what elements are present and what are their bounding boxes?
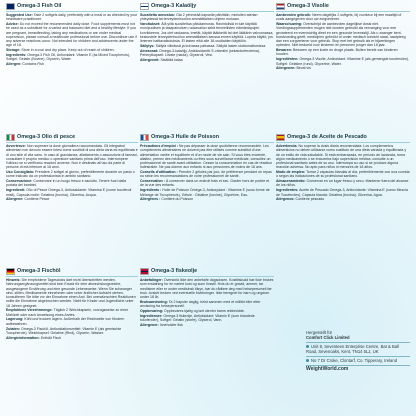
warnings: Waarschuwing: Overschrijd de aanbevolen dagelijkse dosis niet. Voedingssupplementen mogen niet worden gebruikt als vervanging voor een gevarieerd en evenwichtig dieet en een gezonde levensstijl. Als u zwanger bent, borstvoeding geeft, medicijnen gebruikt of onder medisch toezicht staat, raadpleeg dan een zorgverlener voor gebruik. Stop met het gebruik als er bijwerkingen optreden. Niet bedoeld voor kinderen en personen jonger dan 18 jaar. — [276, 22, 406, 48]
allergen: Allergene: Contiene Pesce — [6, 197, 50, 202]
section-heading — [6, 134, 138, 143]
divider — [306, 342, 410, 343]
section-title: Omega-3 Olio di pesce — [17, 134, 76, 141]
storage: Lagerung: Kühl und trocken lagern. Außerhalb der Reichweite von Kindern aufbewahren. — [6, 317, 125, 326]
allergen: Alérgenos: Contiene pescado — [276, 197, 325, 202]
section-italian — [6, 134, 138, 202]
ingredients: Ingredients: Omega-3 Fish Oil, Antioxidant: Vitamin E (as Mixed Tocopherols), Softgel: Gelatin (Bovine), Glycerin, Water. — [6, 53, 131, 62]
uk-flag-icon — [6, 3, 15, 10]
norway-flag-icon — [140, 268, 149, 275]
section-finnish — [140, 3, 274, 63]
section-title: Omega-3 de Aceite de Pescado — [287, 134, 367, 141]
allergen: Allergen: Contains Fish — [6, 62, 45, 67]
storage: Conservazione: Conservare in un luogo fresco e asciutto. Tenere fuori dalla portata dei bambini. — [6, 179, 127, 188]
finland-flag-icon — [140, 3, 149, 10]
section-heading — [140, 3, 274, 12]
section-german — [6, 268, 138, 340]
brand-name: Comfort Click Limited — [306, 335, 350, 341]
ingredients: Ingredientes: Aceite de Pescado Omega-3, Antioxidante: Vitamina E (como Mezcla de Tocoferoles), Cápsula blanda: Gelatina (bovina), Glicerina, Agua. — [276, 188, 408, 197]
section-dutch — [276, 3, 410, 71]
section-french — [140, 134, 274, 202]
ingredients: Ingrediënten: Omega-3 Visolie, Antioxidant: Vitamine E (als gemengde tocoferolen), Softgel: Gelatine (rund), Glycerine, Water. — [276, 57, 410, 66]
made-for-label: Hergestellt für — [306, 330, 333, 335]
storage: Almacenamiento: Conservar en un lugar fresco y seco. Mantener fuera del alcance de los niños. — [276, 179, 409, 188]
dose: Bruksanvisning: Ta 2 kapsler daglig, helst sammen med et måltid eller etter anvisning fra helsepersonell. — [140, 299, 261, 309]
use: Conseils d'utilisation : Prendre 2 gélules par jour, de préférence pendant un repas ou selon les recommandations de votre professionnel de santé. — [140, 170, 272, 179]
storage: Conservation : À conserver dans un endroit frais et sec. Garder hors de portée et de la vue des enfants. — [140, 179, 270, 188]
use: Uso Consigliato: Prendere 2 softgel al giorno, preferibilmente durante un pasto o come indicato da un professionista in ambito sanitario. — [6, 170, 135, 179]
ingredients: Zutaten: Omega-3 Fischöl, Antioxidationsmittel: Vitamin E (als gemischte Tocopherole), Weichkapsel: Gelatine (Rind), Glycerin, Wasser. — [6, 326, 122, 335]
section-title: Omega-3 Huile de Poisson — [151, 134, 219, 141]
suggested-use: Suggested Use: Take 2 softgels daily, preferably with a meal or as directed by your healthcare practitioner. — [6, 13, 138, 22]
storage: Bewaren: Bewaren op een koele en droge plaats. Buiten bereik van kinderen houden. — [276, 48, 398, 57]
address-uk: Unit 8, Seventeen Enterprise Centre, Bat & Ball Road, Sevenoaks, Kent, TN14 5LJ, UK — [306, 344, 399, 355]
section-heading — [6, 268, 138, 277]
italy-flag-icon — [6, 134, 15, 141]
warnings: Anbefalinger: Overskrid ikke den anbefalte dagsdosen. Kosttilskudd bør ikke brukes som erstatning for en variert kost og sunn livsstil. Hvis du er gravid, ammer, tar medisiner eller er under medisinsk tilsyn, bør du rådføre deg med helsepersonell før bruk. Avslutt bruken ved eventuelle bivirkninger. Ikke beregnet for barn og ungdom under 18 år. — [140, 278, 274, 299]
divider — [306, 356, 410, 357]
storage: Säilytys: Säilytä viileässä ja kuivassa paikassa. Säilytä lasten ulottumattomissa. — [140, 43, 267, 48]
spain-flag-icon — [276, 134, 285, 141]
website-url: WeightWorld.com — [306, 365, 349, 372]
section-heading — [276, 134, 410, 143]
use: Empfohlene Verzehrmenge: Täglich 2 Weichkapseln, vorzugsweise zu einer Mahlzeit oder nach Anweisung eines Arztes. — [6, 308, 129, 317]
ingredients: Ainesosat: Omega-3-kalaöljy, Antioksidantti: E-vitamiini (sekatokoferoleina), Pehmytkapseli: Liivate (nauta), Glyseroli, Vesi. — [140, 48, 260, 58]
section-english — [6, 3, 138, 67]
section-heading — [276, 3, 410, 12]
allergen: Allergenen: Bevat vis — [276, 66, 311, 71]
dose: Aanbevolen gebruik: Neem dagelijks 2 softgels, bij voorkeur bij een maaltijd of zoals aangegeven door uw zorgverlener. — [276, 13, 402, 22]
warnings: Avvertenze: Non superare la dose giornaliera raccomandata. Gli integratori alimentari non devono essere intesi come sostituti di una dieta varia ed equilibrata e di uno stile di vita sano. In caso di gravidanza, allattamento o assunzione di farmaci, consultare il proprio medico o operatore sanitario prima dell'uso. Interrompere l'utilizzo se si verificano reazioni avverse. Non è destinato all'uso da parte di persone di età inferiore ai 18 anni. — [6, 144, 138, 170]
ingredients: Ingredienti: Olio di Pesce Omega-3, Antiossidante: Vitamina E (come tocoferoli misti), Capsula molle: Gelatina (bovina), Glicerina, Acqua. — [6, 188, 132, 197]
section-norwegian — [140, 268, 274, 328]
allergen: Allergener: Inneholder fisk — [140, 322, 183, 327]
location-pin-icon — [306, 345, 309, 348]
france-flag-icon — [140, 134, 149, 141]
section-heading — [140, 268, 274, 277]
dose: Suositeltu annostus: Ota 2 pehmeää kapselia päivittäin, mieluiten aterian yhteydessä tai terveydenhuollon ammattilaisen ohjeen mukaan. — [140, 13, 258, 22]
ingredients: Ingredienser: Omega-3 fiskeolje, Antioksidant: Vitamin E (som blandede tokoferoler), Softgel: Gelatin (storfe), Glyserol, Vann. — [140, 313, 255, 323]
section-spanish — [276, 134, 410, 202]
section-title: Omega-3 fiskeolje — [151, 268, 198, 275]
location-pin-icon — [306, 359, 309, 362]
allergen: Allergieinformation: Enthält Fisch — [6, 335, 62, 340]
section-title: Omega-3 Fischöl — [17, 268, 61, 275]
storage: Oppbevaring: Oppbevares kjølig og tørt utenfor barns rekkevidde. — [140, 308, 245, 313]
section-title: Omega-3 Fish Oil — [17, 3, 62, 10]
notes: Hinweis: Die empfohlene Tagesdosis darf nicht überschritten werden. Nahrungsergänzungsmittel sind kein Ersatz für eine abwechslungsreiche, ausgewogene Ernährung und eine gesunde Lebensweise. Wenn Sie schwanger sind, stillen, Medikamente einnehmen oder unter ärztlicher Aufsicht stehen, konsultieren Sie bitte vor der Einnahme einen Arzt. Bei unerwünschten Reaktionen sollte die Einnahme abgebrochen werden. Nicht für Kinder und Jugendliche unter 18 Jahren geeignet. — [6, 278, 136, 308]
section-heading — [140, 134, 274, 143]
section-title: Omega-3 Kalaöljy — [151, 3, 197, 10]
germany-flag-icon — [6, 268, 15, 275]
address-ie: No 7 Dr Croke, Clontarf, Co. Tipperary, Ireland — [306, 358, 410, 363]
manufacturer-info — [306, 330, 410, 372]
allergen: Allergènes : Contient du Poisson — [140, 197, 194, 202]
storage: Storage: Store in a cool and dry place. Keep out of reach of children. — [6, 48, 115, 53]
section-title: Omega-3 Visolie — [287, 3, 329, 10]
allergen: Allergeenit: Sisältää kalaa — [140, 57, 183, 62]
use: Modo de empleo: Tomar 2 cápsulas blandas al día, preferiblemente con una comida o según las indicaciones de su profesional sanitario. — [276, 170, 410, 179]
warnings: Varoitukset: Älä ylitä suositeltua päiväannosta. Ravintolisiä ei tule käyttää monipuolisen ja tasapainoisen ruokavalion sekä terveellisten elämäntapojen korvikkeena. Jos olet raskaana, imetät, käytät lääkkeitä tai olet lääkärin valvonnassa, keskustele terveydenhuollon ammattilaisen kanssa ennen käyttöä. Lopeta käyttö, jos ilmenee haittavaikutuksia. Ei lasten eikä alle 18-vuotiaiden käyttöön. — [140, 22, 274, 44]
precautions: Précautions d'emploi : Ne pas dépasser la dose quotidienne recommandée. Les compléments alimentaires ne doivent pas être utilisés comme substitut d'une alimentation variée et équilibrée et d'un mode de vie sain. Si vous êtes enceinte, allaitez, prenez des médicaments ou êtes sous surveillance médicale, consultez un professionnel de santé avant utilisation. Cesser la consommation en cas de réaction indésirable. Ne pas donner aux enfants ni aux personnes de moins de 18 ans. — [140, 144, 273, 170]
ingredients: Ingrédients : Huile de Poisson Oméga-3, Antioxydant : Vitamine E (sous forme de Mélange de Tocophérols), Gélule : Gélatine (bovine), Glycérine, Eau. — [140, 188, 270, 197]
netherlands-flag-icon — [276, 3, 285, 10]
warnings: Advertencia: No superar la dosis diaria recomendada. Los complementos alimenticios no deben utilizarse como sustituto de una dieta variada y equilibrada y de un estilo de vida saludable. Si está embarazada, en período de lactancia, toma algún medicamento o se encuentra bajo supervisión médica, consulte a un profesional sanitario antes de su uso. Interrumpa su uso si se produce alguna reacción adversa. No apto para niños ni menores de 18 años. — [276, 144, 407, 170]
section-heading — [6, 3, 138, 12]
advice: Advice: Do not exceed the recommended daily dose. Food supplements must not be used as a substitute for a varied and balanced diet and a healthy lifestyle. If you are pregnant, breastfeeding, taking any medications or are under medical supervision, please consult a healthcare professional before use. Discontinue use if any adverse reactions occur. Not intended for children and adolescents under the age of 18. — [6, 22, 137, 48]
